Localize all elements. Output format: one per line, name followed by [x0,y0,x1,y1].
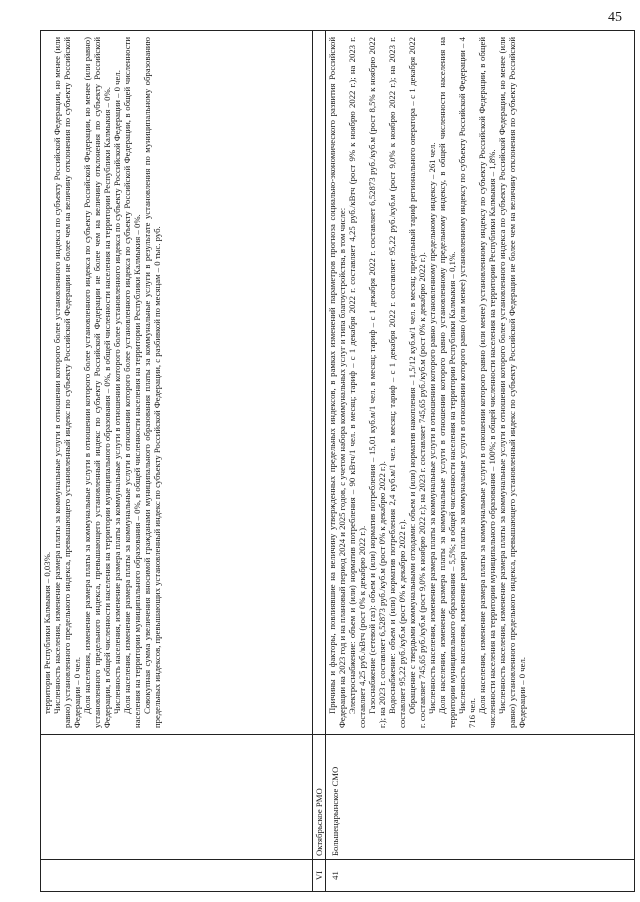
paragraph: Водоснабжение: объем и (или) норматив потребления 2,4 куб.м/1 чел. в месяц; тариф – с 1 декабря 2022 г. составляет 95,22 руб./куб.м (рост 9,0% к ноябрю 2022 г.); на 2023 г. составляет 95,22 руб./куб.м (рост 0% к декабрю 2022 г.). [387,37,407,728]
paragraph: Численность населения, изменение размера платы за коммунальные услуги в отношении которого равно установленному предельному индексу – 261 чел. [427,142,437,714]
paragraph: Доля населения, изменение размера платы за коммунальные услуги в отношении которого равно (или менее) установленному индексу по субъекту Российской Федерации, в общей численности населения на территории муниципального образования – 100%; в общей численности населения на территории Республики Калмыкия – 1,8%. [477,37,497,728]
municipality-name [41,735,312,859]
paragraph: Численность населения, изменение размера платы за коммунальные услуги в отношении которого более установленного индекса по субъекту Российской Федерации, но менее (или равно) установленного предельного индекса, превышающего установленный индекс по субъекту Российской Федерации не более чем на величину отклонения по субъекту Российской Федерации – 0 чел. [497,37,527,728]
description-cell [41,31,312,734]
paragraph: Численность населения, изменение размера платы за коммунальные услуги в отношении которого более установленного индекса по субъекту Российской Федерации – 0 чел. [112,70,122,714]
table-row [41,31,313,891]
municipality-name: Октябрьское РМО [314,788,324,856]
row-number: 41 [330,871,340,880]
row-number: VI [314,870,324,881]
paragraph: Обращение с твердыми коммунальными отходами: объем и (или) норматив накопления – 1,5/12 куб.м/1 чел. в месяц; предельный тариф регионального оператора – с 1 декабря 2022 г. составляет 745,65 руб./куб.м (рост 9,0% к ноябрю 2022 г.); на 2023 г. составляет 745,65 руб./куб.м (рост 0% к декабрю 2022 г.). [407,37,427,728]
table-row [313,31,326,891]
row-number-cell [41,859,312,891]
municipality-cell [313,734,325,859]
paragraph: Доля населения, изменение размера платы за коммунальные услуги в отношении которого более установленного индекса по субъекту Российской Федерации, но менее (или равно) установленного предельного индекса, превышающего установленный индекс по субъекту Российской Федерации не более чем на величину отклонения по субъекту Российской Федерации, в общей численности населения на территории муниципального образования – 0%, в общей численности населения на территории Республики Калмыкия – 0%. [82,37,112,728]
description-text [326,31,635,734]
paragraph: Совокупная сумма увеличения вносимой гражданами муниципального образования платы за коммунальные услуги в результате установления по муниципальному образованию предельных индексов, превышающих установленный индекс по субъекту Российской Федерации, с разбивкой по месяцам – 0 тыс. руб. [142,37,162,728]
document-table [40,30,635,892]
row-number-cell [313,859,325,891]
paragraph: территории Республики Калмыкия – 0,03%. [42,551,52,714]
description-text [41,31,312,734]
paragraph: Численность населения, изменение размера платы за коммунальные услуги в отношении которого равно (или менее) установленному индексу по субъекту Российской Федерации – 4 716 чел. [457,37,477,728]
row-number-cell [326,859,635,891]
municipality-cell [326,734,635,859]
paragraph: Газоснабжение (сетевой газ): объем и (или) норматив потребления – 15,01 куб.м/1 чел. в месяц; тариф – с 1 декабря 2022 г. составляет 6,52873 руб./куб.м (рост 8,5% к ноябрю 2022 г.); на 2023 г. составляет 6,52873 руб./куб.м (рост 0% к декабрю 2022 г.). [367,37,387,728]
paragraph: Электроснабжение: объем и (или) норматив потребления – 90 кВтч/1 чел. в месяц; тариф – с 1 декабря 2022 г. составляет 4,25 руб./кВтч (рост 9% к ноябрю 2022 г.); на 2023 г. составляет 4,25 руб./кВтч (рост 0% к декабрю 2022 г.). [347,37,367,728]
municipality-name: Большецарынское СМО [330,766,340,856]
paragraph: Доля населения, изменение размера платы за коммунальные услуги в отношении которого более установленного индекса по субъекту Российской Федерации, в общей численности населения на территории муниципального образования – 0%, в общей численности населения на территории Республики Калмыкия – 0%. [122,37,142,728]
paragraph: Доля населения, изменение размера платы за коммунальные услуги в отношении которого равно установленному предельному индексу, в общей численности населения на территории муниципального образования – 5,5%; в общей численности населения на территории Республики Калмыкия – 0,1%. [437,37,457,728]
row-number [41,860,312,891]
paragraph: Численность населения, изменение размера платы за коммунальные услуги в отношении которого более установленного индекса по субъекту Российской Федерации, но менее (или равно) установленного предельного индекса, превышающего установленный индекс по субъекту Российской Федерации не более чем на величину отклонения по субъекту Российской Федерации – 0 чел. [52,37,82,728]
municipality-cell [41,734,312,859]
table-row [326,31,635,891]
description-cell [326,31,635,734]
description-cell [313,31,325,734]
page-number: 45 [608,10,622,25]
paragraph: Причины и факторы, повлиявшие на величину утвержденных предельных индексов, в рамках изменений параметров прогноза социально-экономического развития Российской Федерации на 2023 год и на плановый период 2024 и 2025 годов, с учетом набора коммунальных услуг и типа благоустройства, в том числе: [327,37,347,728]
